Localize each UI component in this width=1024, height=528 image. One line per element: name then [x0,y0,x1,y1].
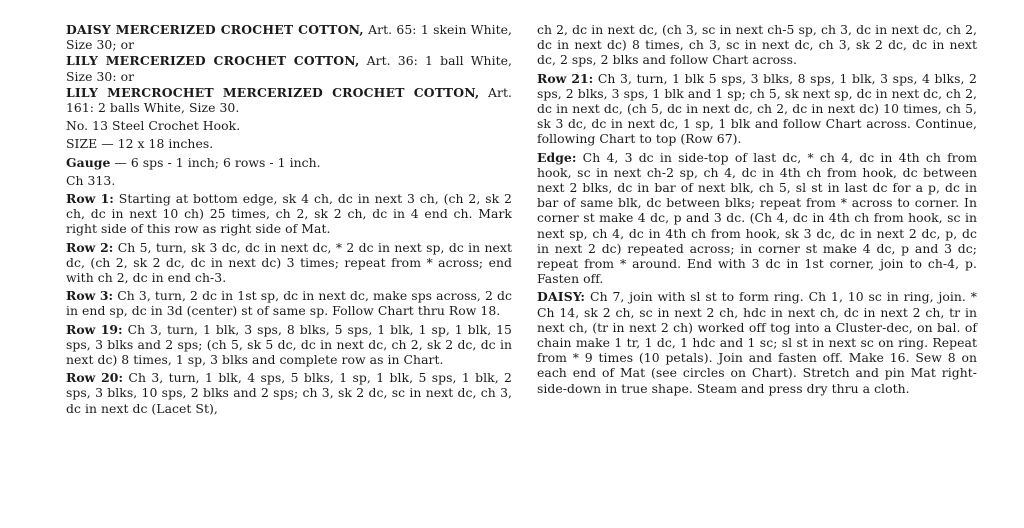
right-column [537,22,977,399]
row-21: Row 21: Ch 3, turn, 1 blk 5 sps, 3 blks, 8 sps, 1 blk, 3 sps, 4 blks, 2 sps, 2 blks, 3 sps, 1 blk and 1 sp; ch 5, sk next sp, dc in next dc, ch 2, dc in next dc, (ch 5, dc in next dc, ch 2, dc in next dc) 10 times, ch 5, sk 3 dc, dc in next dc, 1 sp, 1 blk and follow Chart across. Continue, following Chart to top (Row 67). [537,70,977,147]
row-2: Row 2: Ch 5, turn, sk 3 dc, dc in next dc, * 2 dc in next sp, dc in next dc, (ch 2, sk 2 dc, dc in next dc) 3 times; repeat from * across; end with ch 2, dc in end ch-3. [66,239,512,286]
hook-spec: No. 13 Steel Crochet Hook. [66,118,241,134]
row-20: Row 20: Ch 3, turn, 1 blk, 4 sps, 5 blks, 1 sp, 1 blk, 5 sps, 1 blk, 2 sps, 3 blks, 10 sps, 2 blks and 2 sps; ch 3, sk 2 dc, sc in next dc, ch 3, dc in next dc (Lacet St), [66,370,512,416]
daisy-instructions: DAISY: Ch 7, join with sl st to form ring. Ch 1, 10 sc in ring, join. * Ch 14, sk 2 ch, sc in next 2 ch, hdc in next ch, dc in next 2 ch, tr in next ch, (tr in next 2 ch) worked off tog into a Cluster-dec, on bal. of chain make 1 tr, 1 dc, 1 hdc and 1 sc; sl st in next sc on ring. Repeat from * 9 times (10 petals). Join and fasten off. Make 16. Sew 8 on each end of Mat (see circles on Chart). Stretch and pin Mat right-side-down in true shape. Steam and press dry thru a cloth. [537,289,977,396]
material-mercrochet: LILY MERCROCHET MERCERIZED CROCHET COTTON, Art. 161: 2 balls White, Size 30. [66,84,513,116]
left-column [66,22,512,419]
chain-count: Ch 313. [66,172,116,188]
row-1: Row 1: Starting at bottom edge, sk 4 ch, dc in next 3 ch, (ch 2, sk 2 ch, dc in next 10 ch) 25 times, ch 2, sk 2 ch, dc in 4 end ch. Mark right side of this row as right side of Mat. [66,191,512,237]
row-20-continued: ch 2, dc in next dc, (ch 3, sc in next ch-5 sp, ch 3, dc in next dc, ch 2, dc in next dc) 8 times, ch 3, sc in next dc, ch 3, sk 2 dc, dc in next dc, 2 sps, 2 blks and follow Chart across. [537,22,977,68]
size-spec: SIZE — 12 x 18 inches. [66,136,214,152]
material-daisy: DAISY MERCERIZED CROCHET COTTON, Art. 65: 1 skein White, Size 30; or [66,22,513,53]
row-19: Row 19: Ch 3, turn, 1 blk, 3 sps, 8 blks, 5 sps, 1 blk, 1 sp, 1 blk, 15 sps, 3 blks and 2 sps; (ch 5, sk 5 dc, dc in next dc, ch 2, sk 2 dc, dc in next dc) 8 times, 1 sp, 3 blks and complete row as in Chart. [66,321,512,368]
material-lily: LILY MERCERIZED CROCHET COTTON, Art. 36: 1 ball White, Size 30: or [66,53,512,84]
gauge-spec: Gauge — 6 sps - 1 inch; 6 rows - 1 inch. [66,154,321,170]
edge-instructions: Edge: Ch 4, 3 dc in side-top of last dc, * ch 4, dc in 4th ch from hook, sc in next ch-2 sp, ch 4, dc in 4th ch from hook, dc between next 2 blks, dc in bar of next blk, ch 5, sl st in last dc for a p, dc in bar of same blk, dc between blks; repeat from * across to corner. In corner st make 4 dc, p and 3 dc. (Ch 4, dc in 4th ch from hook, sc in next sp, ch 4, dc in 4th ch from hook, sk 3 dc, dc in next 2 dc, p, dc in next 2 dc) repeated across; in corner st make 4 dc, p and 3 dc; repeat from * around. End with 3 dc in 1st corner, join to ch-4, p. Fasten off. [537,149,977,287]
row-3: Row 3: Ch 3, turn, 2 dc in 1st sp, dc in next dc, make sps across, 2 dc in end sp, dc in 3d (center) st of same sp. Follow Chart thru Row 18. [66,288,512,319]
